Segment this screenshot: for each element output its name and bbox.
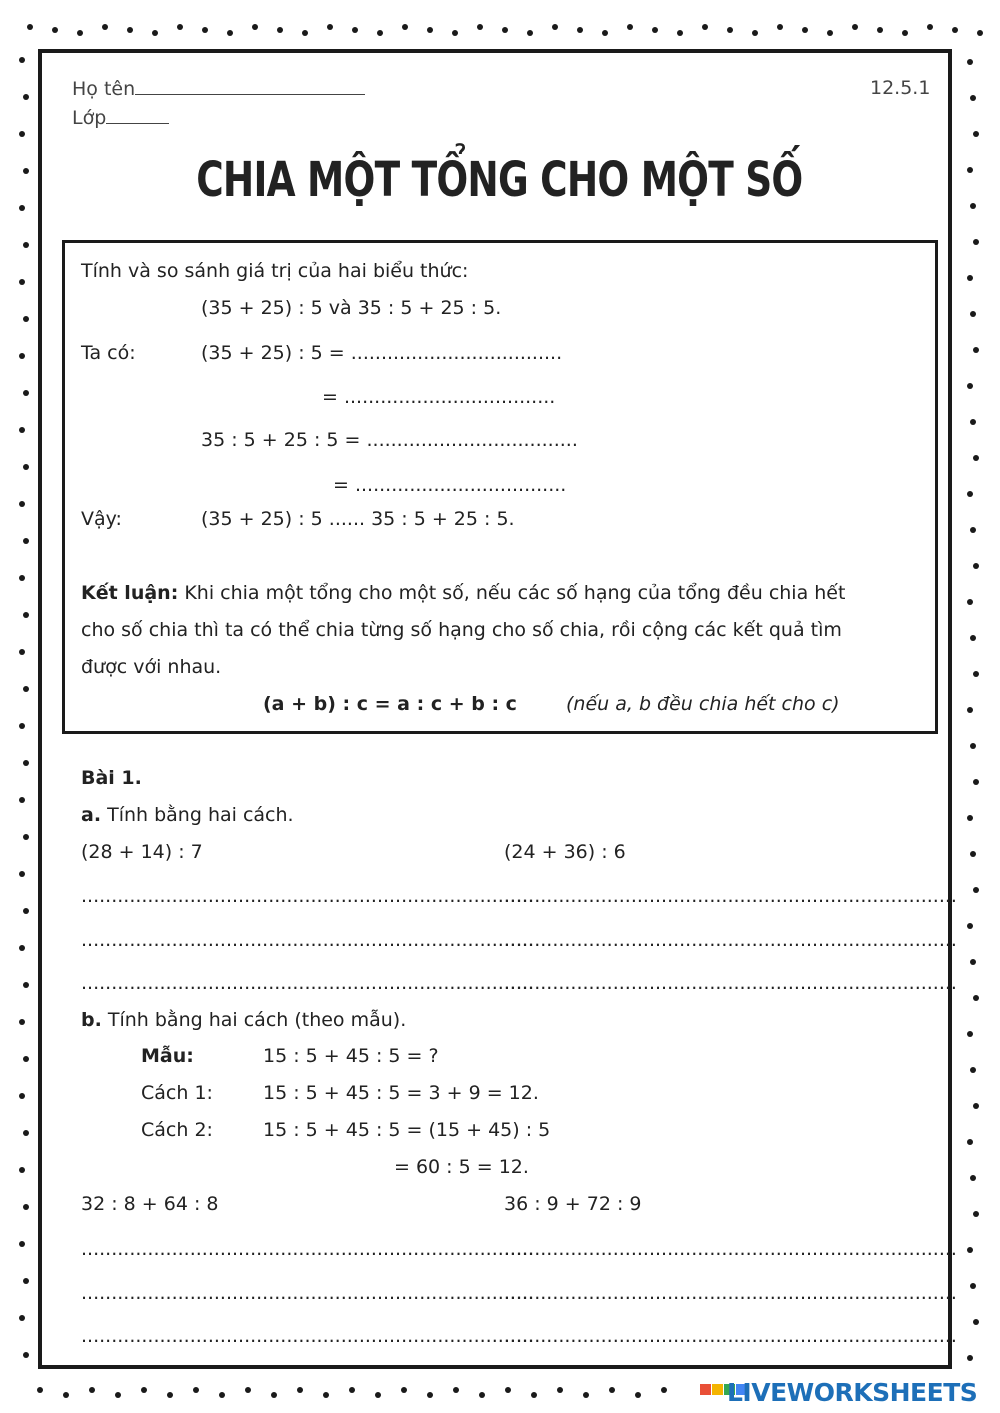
border-dot: [19, 871, 25, 877]
border-dot: [401, 1387, 407, 1393]
border-dot: [973, 1103, 979, 1109]
answer-line[interactable]: ...........................................................................: [81, 1238, 534, 1260]
border-dot: [227, 30, 233, 36]
part-a-left-expression: (28 + 14) : 7: [81, 841, 203, 863]
part-b-left-expression: 32 : 8 + 64 : 8: [81, 1193, 219, 1215]
lesson-expressions: (35 + 25) : 5 và 35 : 5 + 25 : 5.: [201, 297, 502, 319]
border-dot: [727, 27, 733, 33]
border-dot: [973, 131, 979, 137]
border-dot: [202, 27, 208, 33]
border-dot: [973, 563, 979, 569]
border-dot: [23, 834, 29, 840]
border-dot: [973, 455, 979, 461]
border-dot: [952, 27, 958, 33]
border-dot: [19, 1093, 25, 1099]
border-dot: [973, 347, 979, 353]
border-dot: [973, 239, 979, 245]
page-title: CHIA MỘT TỔNG CHO MỘT SỐ: [196, 152, 803, 208]
border-dot: [167, 1392, 173, 1398]
border-dot: [970, 95, 976, 101]
lesson-line-2: = ...................................: [322, 386, 556, 408]
border-dot: [967, 1355, 973, 1361]
answer-line[interactable]: ...........................................................................: [504, 1325, 957, 1347]
border-dot: [427, 1392, 433, 1398]
border-dot: [452, 30, 458, 36]
class-field: [72, 105, 169, 130]
border-dot: [973, 1319, 979, 1325]
border-dot: [23, 168, 29, 174]
border-dot: [967, 59, 973, 65]
border-dot: [427, 27, 433, 33]
ta-co-label: Ta có:: [81, 342, 136, 364]
border-dot: [577, 27, 583, 33]
border-dot: [967, 1031, 973, 1037]
border-dot: [609, 1387, 615, 1393]
border-dot: [115, 1392, 121, 1398]
border-dot: [19, 649, 25, 655]
border-dot: [19, 279, 25, 285]
conclusion-line-3: được với nhau.: [81, 656, 222, 678]
name-label: Họ tên: [72, 78, 136, 100]
answer-line[interactable]: ...........................................................................: [81, 885, 534, 907]
lesson-line-4: = ...................................: [333, 474, 567, 496]
border-dot: [527, 30, 533, 36]
name-blank: [135, 76, 365, 95]
border-dot: [19, 1315, 25, 1321]
border-dot: [877, 27, 883, 33]
border-dot: [973, 671, 979, 677]
border-dot: [219, 1392, 225, 1398]
border-dot: [77, 30, 83, 36]
border-dot: [352, 27, 358, 33]
method-2-expression-cont: = 60 : 5 = 12.: [394, 1156, 529, 1178]
border-dot: [23, 1204, 29, 1210]
border-dot: [63, 1392, 69, 1398]
border-dot: [245, 1387, 251, 1393]
liveworksheets-logo[interactable]: [700, 1378, 977, 1408]
method-2-expression: 15 : 5 + 45 : 5 = (15 + 45) : 5: [263, 1119, 551, 1141]
answer-line[interactable]: ...........................................................................: [504, 1238, 957, 1260]
border-dot: [377, 30, 383, 36]
liveworksheets-mark-icon: [700, 1381, 724, 1405]
border-dot: [777, 24, 783, 30]
border-dot: [967, 1139, 973, 1145]
answer-line[interactable]: ...........................................................................: [81, 1325, 534, 1347]
vay-label: Vậy:: [81, 508, 122, 530]
border-dot: [967, 707, 973, 713]
border-dot: [19, 1019, 25, 1025]
lesson-line-5: (35 + 25) : 5 ...... 35 : 5 + 25 : 5.: [201, 508, 515, 530]
border-dot: [127, 27, 133, 33]
border-dot: [477, 24, 483, 30]
border-dot: [19, 501, 25, 507]
border-dot: [23, 94, 29, 100]
border-dot: [967, 599, 973, 605]
border-dot: [557, 1387, 563, 1393]
border-dot: [23, 982, 29, 988]
border-dot: [52, 27, 58, 33]
border-dot: [752, 30, 758, 36]
border-dot: [37, 1387, 43, 1393]
part-b-right-expression: 36 : 9 + 72 : 9: [504, 1193, 642, 1215]
border-dot: [973, 887, 979, 893]
border-dot: [327, 24, 333, 30]
border-dot: [23, 1130, 29, 1136]
border-dot: [277, 27, 283, 33]
class-label: Lớp: [72, 107, 107, 129]
border-dot: [970, 527, 976, 533]
border-dot: [970, 1175, 976, 1181]
border-dot: [89, 1387, 95, 1393]
border-dot: [973, 995, 979, 1001]
border-dot: [635, 1392, 641, 1398]
part-a-label: a.: [81, 804, 102, 826]
border-dot: [970, 959, 976, 965]
border-dot: [977, 30, 983, 36]
border-dot: [19, 205, 25, 211]
method-1-label: Cách 1:: [141, 1082, 213, 1104]
border-dot: [23, 908, 29, 914]
border-dot: [19, 131, 25, 137]
conclusion-line-1: [81, 581, 845, 605]
border-dot: [661, 1387, 667, 1393]
border-dot: [152, 30, 158, 36]
part-a-right-expression: (24 + 36) : 6: [504, 841, 626, 863]
border-dot: [252, 24, 258, 30]
formula: (a + b) : c = a : c + b : c: [263, 693, 517, 715]
border-dot: [23, 464, 29, 470]
answer-line[interactable]: ...........................................................................: [504, 885, 957, 907]
border-dot: [23, 1056, 29, 1062]
border-dot: [19, 427, 25, 433]
border-dot: [970, 1067, 976, 1073]
border-dot: [970, 311, 976, 317]
answer-line[interactable]: ...........................................................................: [81, 1282, 534, 1304]
method-2-label: Cách 2:: [141, 1119, 213, 1141]
class-blank: [106, 105, 169, 124]
border-dot: [193, 1387, 199, 1393]
border-dot: [23, 686, 29, 692]
border-dot: [970, 419, 976, 425]
border-dot: [19, 575, 25, 581]
border-dot: [970, 635, 976, 641]
border-dot: [23, 1278, 29, 1284]
border-dot: [505, 1387, 511, 1393]
border-dot: [973, 1211, 979, 1217]
border-dot: [852, 24, 858, 30]
border-dot: [141, 1387, 147, 1393]
formula-note: (nếu a, b đều chia hết cho c): [566, 693, 840, 715]
part-b-label: b.: [81, 1009, 102, 1031]
border-dot: [19, 353, 25, 359]
worksheet-code: 12.5.1: [870, 77, 931, 99]
border-dot: [23, 316, 29, 322]
border-dot: [23, 612, 29, 618]
border-dot: [677, 30, 683, 36]
part-a-text: Tính bằng hai cách.: [101, 804, 294, 826]
border-dot: [967, 167, 973, 173]
border-dot: [102, 24, 108, 30]
border-dot: [552, 24, 558, 30]
border-dot: [970, 203, 976, 209]
border-dot: [23, 538, 29, 544]
border-dot: [967, 923, 973, 929]
example-expression: 15 : 5 + 45 : 5 = ?: [263, 1045, 439, 1067]
part-b-text: Tính bằng hai cách (theo mẫu).: [101, 1009, 407, 1031]
border-dot: [19, 797, 25, 803]
conclusion-text-1: Khi chia một tổng cho một số, nếu các số hạng của tổng đều chia hết: [178, 582, 846, 604]
border-dot: [349, 1387, 355, 1393]
border-dot: [23, 390, 29, 396]
border-dot: [323, 1392, 329, 1398]
example-label: Mẫu:: [141, 1045, 194, 1067]
lesson-intro: Tính và so sánh giá trị của hai biểu thức:: [81, 260, 469, 282]
answer-line[interactable]: ...........................................................................: [504, 1282, 957, 1304]
part-b-instruction: [81, 1008, 406, 1032]
border-dot: [627, 24, 633, 30]
border-dot: [802, 27, 808, 33]
border-dot: [902, 30, 908, 36]
lesson-line-1: (35 + 25) : 5 = ...................................: [201, 342, 563, 364]
border-dot: [583, 1392, 589, 1398]
border-dot: [375, 1392, 381, 1398]
answer-line[interactable]: ...........................................................................: [81, 972, 534, 994]
border-dot: [702, 24, 708, 30]
name-field: [72, 76, 365, 101]
border-dot: [402, 24, 408, 30]
border-dot: [19, 57, 25, 63]
border-dot: [967, 275, 973, 281]
answer-line[interactable]: ...........................................................................: [504, 972, 957, 994]
conclusion-label: Kết luận:: [81, 582, 179, 604]
border-dot: [967, 815, 973, 821]
lesson-line-3: 35 : 5 + 25 : 5 = ...................................: [201, 429, 578, 451]
border-dot: [967, 1247, 973, 1253]
border-dot: [973, 779, 979, 785]
border-dot: [177, 24, 183, 30]
border-dot: [502, 27, 508, 33]
border-dot: [19, 723, 25, 729]
border-dot: [453, 1387, 459, 1393]
border-dot: [970, 851, 976, 857]
border-dot: [602, 30, 608, 36]
method-1-expression: 15 : 5 + 45 : 5 = 3 + 9 = 12.: [263, 1082, 539, 1104]
border-dot: [19, 945, 25, 951]
border-dot: [970, 743, 976, 749]
border-dot: [927, 24, 933, 30]
border-dot: [23, 1352, 29, 1358]
border-dot: [652, 27, 658, 33]
border-dot: [271, 1392, 277, 1398]
border-dot: [531, 1392, 537, 1398]
border-dot: [23, 242, 29, 248]
border-dot: [27, 24, 33, 30]
border-dot: [297, 1387, 303, 1393]
exercise-title: Bài 1.: [81, 767, 142, 789]
answer-line[interactable]: ...........................................................................: [504, 929, 957, 951]
answer-line[interactable]: ...........................................................................: [81, 929, 534, 951]
border-dot: [967, 491, 973, 497]
border-dot: [19, 1167, 25, 1173]
border-dot: [479, 1392, 485, 1398]
conclusion-line-2: cho số chia thì ta có thể chia từng số hạng cho số chia, rồi cộng các kết quả tìm: [81, 619, 842, 641]
logo-text: LIVEWORKSHEETS: [727, 1378, 978, 1407]
border-dot: [970, 1283, 976, 1289]
border-dot: [827, 30, 833, 36]
border-dot: [19, 1241, 25, 1247]
part-a-instruction: [81, 803, 294, 827]
border-dot: [23, 760, 29, 766]
border-dot: [967, 383, 973, 389]
border-dot: [302, 30, 308, 36]
